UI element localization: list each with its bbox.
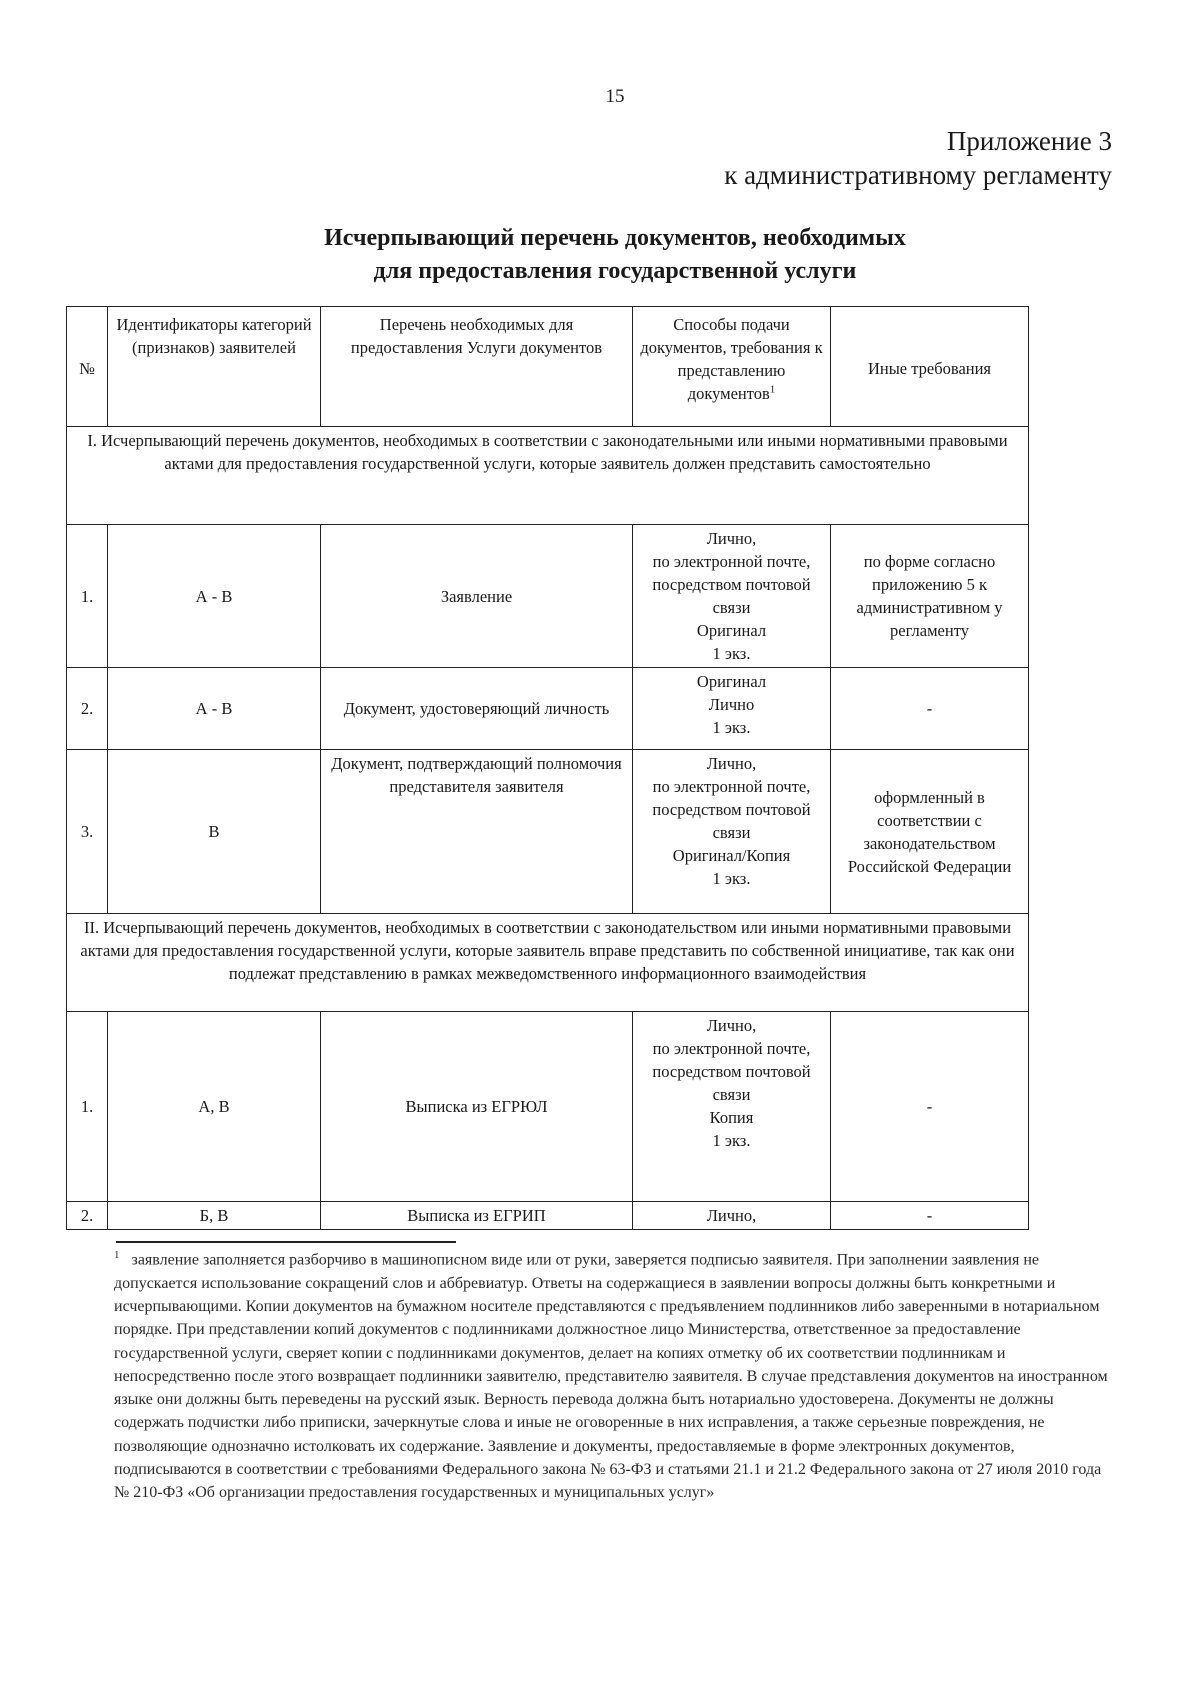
header-submission-ways — [633, 307, 831, 427]
table-header-row — [67, 307, 1029, 427]
table-row — [67, 668, 1029, 750]
ways-line: Лично, — [706, 1016, 757, 1035]
ways-line: Лично, — [706, 754, 757, 773]
table-row — [67, 1202, 1029, 1230]
title-line-1: Исчерпывающий перечень документов, необходимых — [324, 225, 906, 251]
footnote-mark: 1 — [114, 1249, 120, 1261]
row-submission-ways — [633, 668, 831, 750]
row-submission-ways — [633, 750, 831, 914]
ways-line: посредством почтовой связи — [652, 800, 811, 842]
row-document: Документ, удостоверяющий личность — [321, 668, 633, 750]
ways-line: Оригинал — [696, 672, 767, 691]
ways-line: по электронной почте, — [652, 1039, 811, 1058]
ways-line: 1 экз. — [712, 644, 751, 663]
footnote — [114, 1244, 1114, 1505]
appendix-header — [724, 124, 1112, 192]
row-submission-ways — [633, 1202, 831, 1230]
row-submission-ways — [633, 1012, 831, 1202]
title-line-2: для предоставления государственной услуги — [373, 258, 857, 284]
header-applicant-ids: Идентификаторы категорий (признаков) заявителей — [108, 307, 321, 427]
ways-line: посредством почтовой связи — [652, 1062, 811, 1104]
row-applicant-ids: Б, В — [108, 1202, 321, 1230]
header-submission-ways-text: Способы подачи документов, требования к представлению документов — [640, 315, 823, 403]
appendix-line-1: Приложение 3 — [946, 126, 1112, 156]
row-other-requirements: по форме согласно приложению 5 к административном у регламенту — [831, 525, 1029, 668]
ways-line: по электронной почте, посредством почтовой связи — [652, 552, 811, 617]
row-document: Выписка из ЕГРЮЛ — [321, 1012, 633, 1202]
table-row — [67, 525, 1029, 668]
row-applicant-ids: А - В — [108, 525, 321, 668]
footnote-divider — [116, 1241, 456, 1243]
page-number: 15 — [605, 86, 625, 107]
section-row — [67, 427, 1029, 525]
row-applicant-ids: В — [108, 750, 321, 914]
row-number: 3. — [67, 750, 108, 914]
section-row — [67, 914, 1029, 1012]
footnote-text: заявление заполняется разборчиво в машинописном виде или от руки, заверяется подписью заявителя. При заполнении заявления не допускается использование сокращений слов и аббревиатур. Ответы на содержащиеся в заявлении вопросы должны быть конкретными и исчерпывающими. Копии документов на бумажном носителе представляются с предъявлением подлинников либо заверенными в нотариальном порядке. При представлении копий документов с подлинниками должностное лицо Министерства, ответственное за предоставление государственной услуги, сверяет копии с подлинниками документов, делает на копиях отметку об их соответствии подлинникам и непосредственно после этого возвращает подлинники заявителю, представителю заявителя. В случае представления документов на иностранном языке они должны быть переведены на русский язык. Верность перевода должна быть нотариально удостоверена. Документы не должны содержать подчистки либо приписки, зачеркнутые слова и иные не оговоренные в них исправления, а также серьезные повреждения, не позволяющие однозначно истолковать их содержание. Заявление и документы, предоставляемые в форме электронных документов, подписываются в соответствии с требованиями Федерального закона № 63-ФЗ и статьями 21.1 и 21.2 Федерального закона от 27 июля 2010 года № 210-ФЗ «Об организации предоставления государственных и муниципальных услуг» — [114, 1251, 1108, 1502]
row-other-requirements: - — [831, 668, 1029, 750]
row-other-requirements: оформленный в соответствии с законодательством Российской Федерации — [831, 750, 1029, 914]
row-document: Документ, подтверждающий полномочия представителя заявителя — [321, 750, 633, 914]
row-other-requirements: - — [831, 1012, 1029, 1202]
section-1-title: I. Исчерпывающий перечень документов, необходимых в соответствии с законодательными или иными нормативными правовыми актами для предоставления государственной услуги, которые заявитель должен представить самостоятельно — [67, 427, 1029, 525]
header-number: № — [67, 307, 108, 427]
row-number: 2. — [67, 1202, 108, 1230]
ways-line: Лично, — [706, 529, 757, 548]
ways-line: Оригинал — [696, 621, 767, 640]
document-title — [0, 222, 1200, 288]
ways-line: 1 экз. — [712, 869, 751, 888]
header-other-requirements: Иные требования — [831, 307, 1029, 427]
row-other-requirements: - — [831, 1202, 1029, 1230]
appendix-line-2: к административному регламенту — [724, 160, 1112, 190]
row-applicant-ids: А, В — [108, 1012, 321, 1202]
table-row — [67, 1012, 1029, 1202]
ways-line: Лично, — [706, 1206, 757, 1225]
footnote-ref: 1 — [769, 383, 776, 396]
row-applicant-ids: А - В — [108, 668, 321, 750]
ways-line: Копия — [709, 1108, 754, 1127]
row-number: 1. — [67, 1012, 108, 1202]
ways-line: Лично — [708, 695, 755, 714]
row-document: Выписка из ЕГРИП — [321, 1202, 633, 1230]
table-row — [67, 750, 1029, 914]
header-documents: Перечень необходимых для предоставления Услуги документов — [321, 307, 633, 427]
row-number: 2. — [67, 668, 108, 750]
ways-line: по электронной почте, — [652, 777, 811, 796]
ways-line: 1 экз. — [712, 718, 751, 737]
section-2-title: II. Исчерпывающий перечень документов, необходимых в соответствии с законодательством или иными нормативными правовыми актами для предоставления государственной услуги, которые заявитель вправе представить по собственной инициативе, так как они подлежат представлению в рамках межведомственного информационного взаимодействия — [67, 914, 1029, 1012]
row-submission-ways — [633, 525, 831, 668]
row-number: 1. — [67, 525, 108, 668]
ways-line: 1 экз. — [712, 1131, 751, 1150]
ways-line: Оригинал/Копия — [672, 846, 791, 865]
documents-table — [66, 306, 1029, 1230]
row-document: Заявление — [321, 525, 633, 668]
